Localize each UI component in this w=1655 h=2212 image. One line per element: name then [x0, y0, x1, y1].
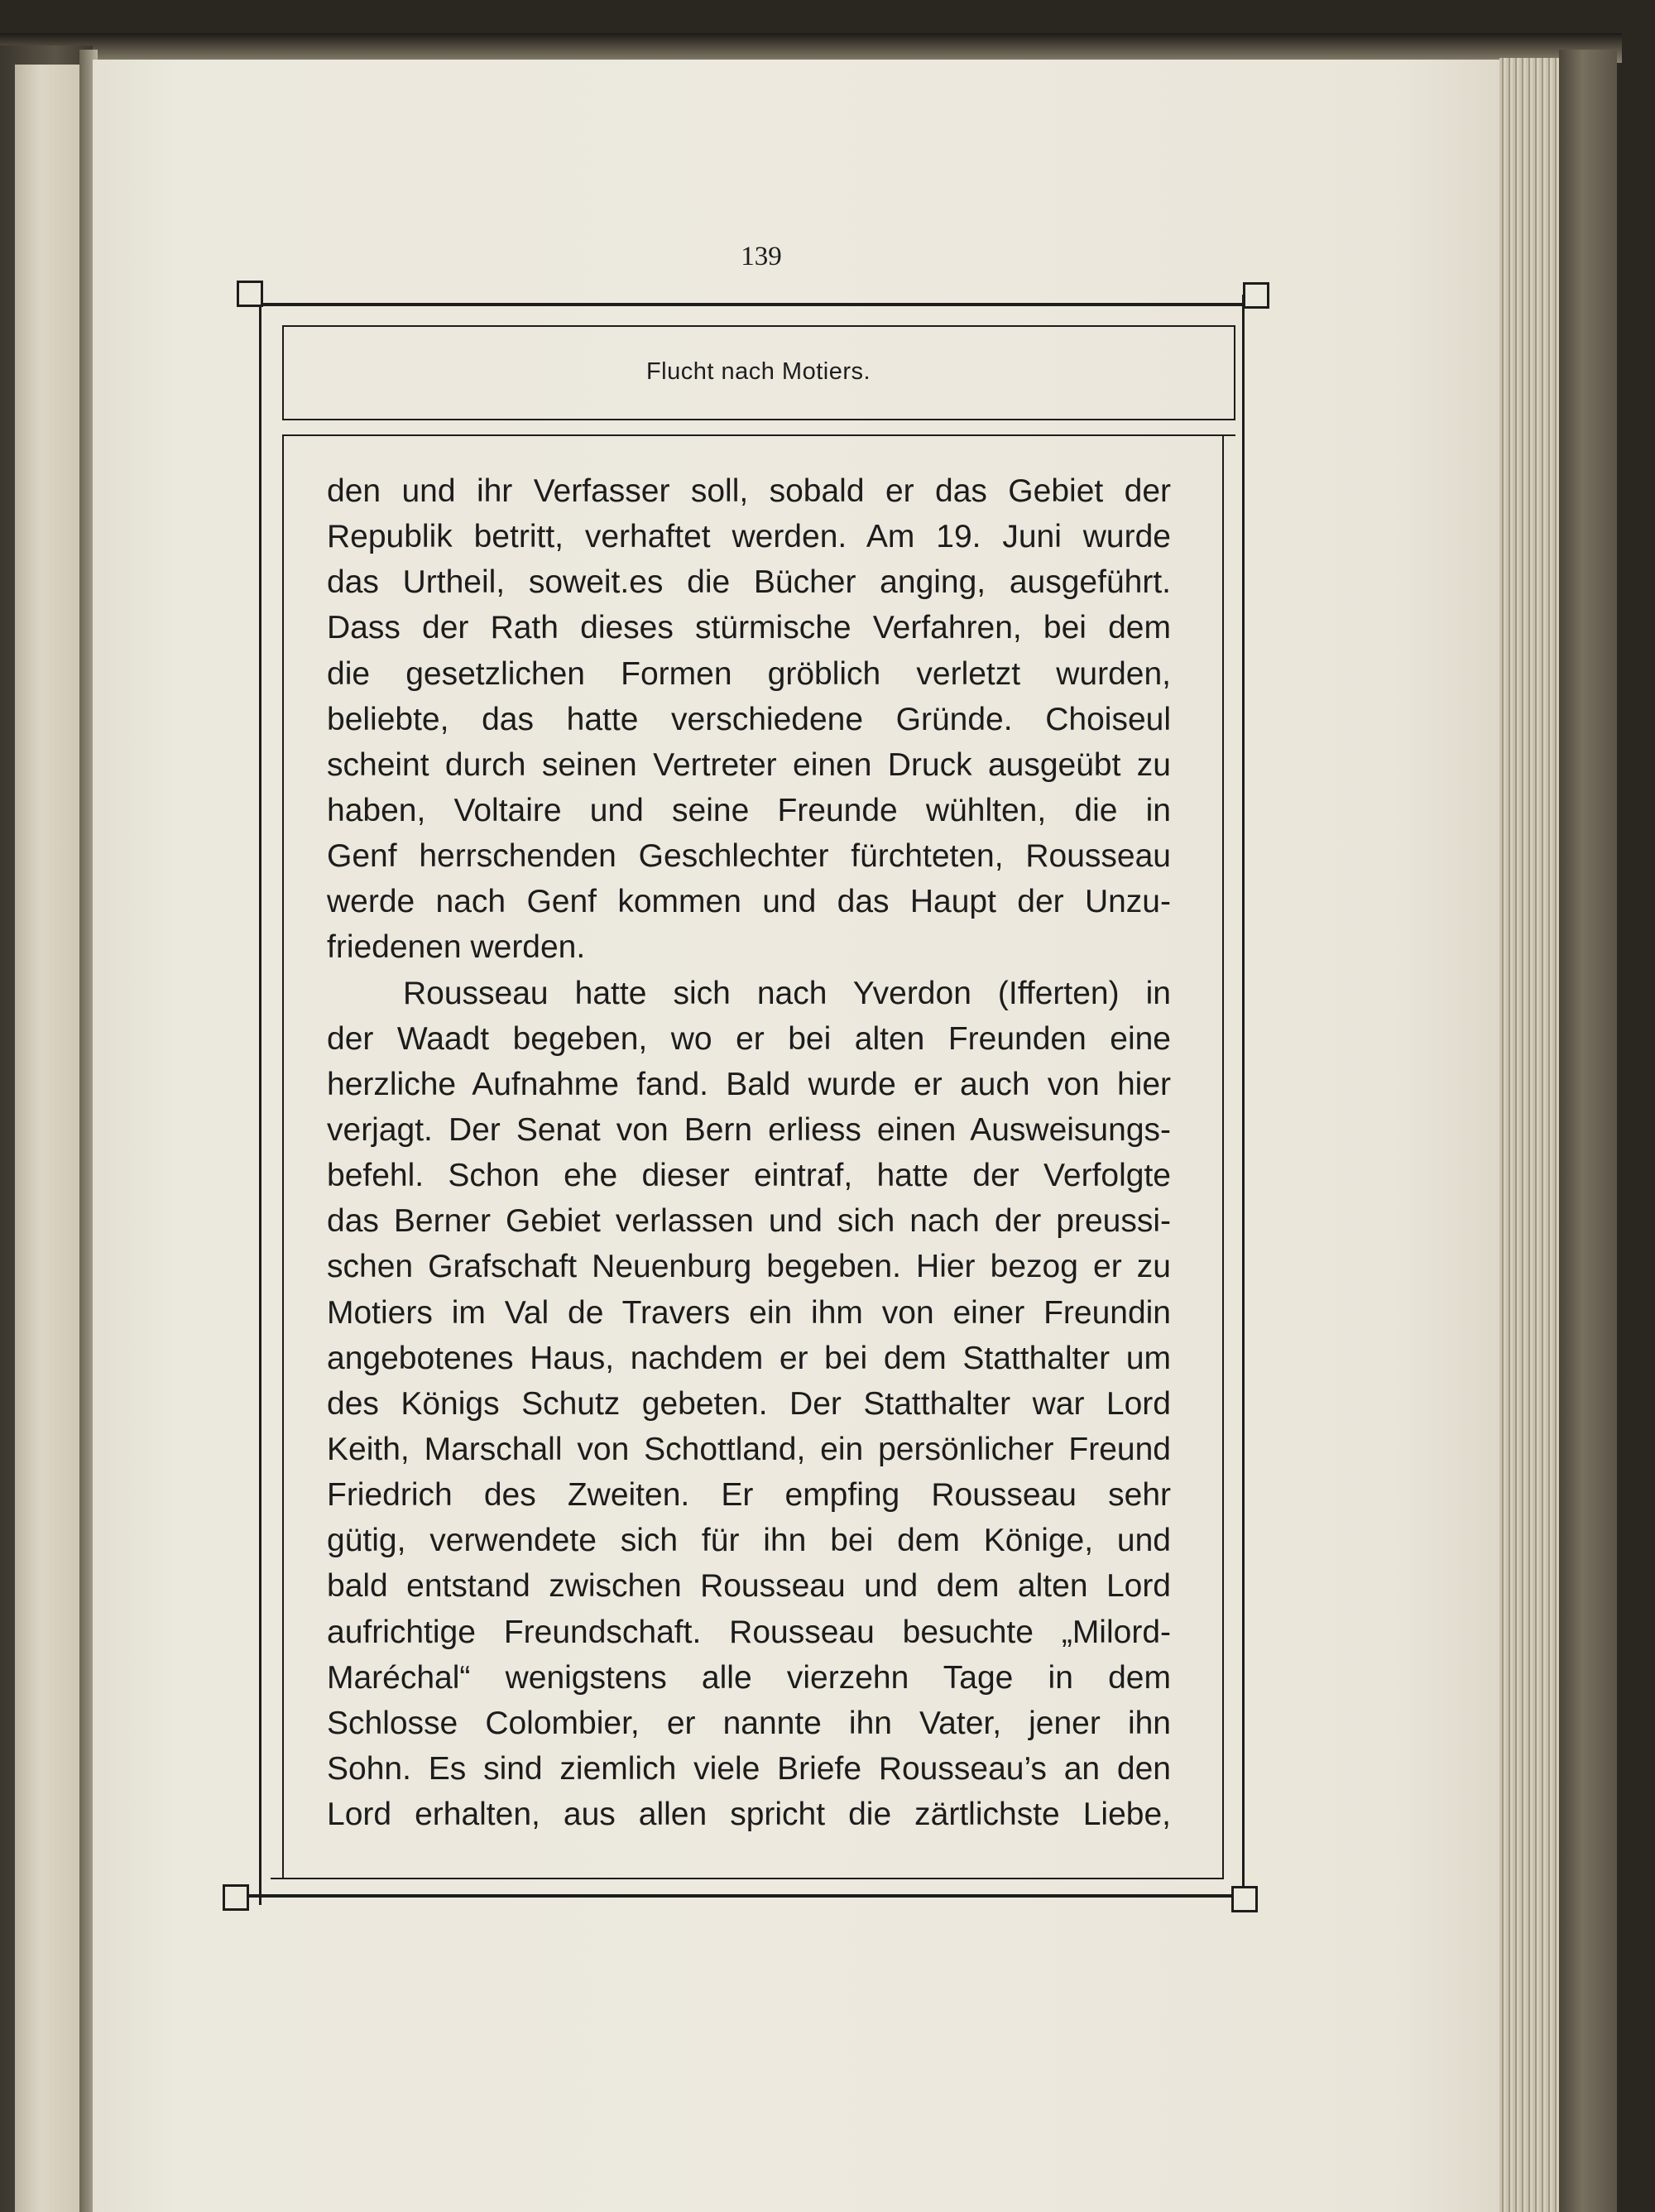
text-line: Sohn. Es sind ziemlich viele Briefe Rousseau’s an den: [327, 1750, 1171, 1787]
frame-top-rule: [248, 303, 1252, 306]
text-line: Motiers im Val de Travers ein ihm von einer Freundin: [327, 1294, 1171, 1331]
text-line: der Waadt begeben, wo er bei alten Freunden eine: [327, 1020, 1171, 1057]
text-line: Rousseau hatte sich nach Yverdon (Ifferten) in: [403, 975, 1171, 1011]
text-line: bald entstand zwischen Rousseau und dem alten Lord: [327, 1568, 1171, 1605]
text-line: herzliche Aufnahme fand. Bald wurde er auch von hier: [327, 1066, 1171, 1102]
text-line: gütig, verwendete sich für ihn bei dem Könige, und: [327, 1523, 1171, 1559]
page-edges: [1499, 58, 1559, 2212]
text-line: aufrichtige Freundschaft. Rousseau besuchte „Milord-: [327, 1614, 1171, 1650]
text-line: die gesetzlichen Formen gröblich verletzt wurden,: [327, 655, 1171, 692]
text-line: angebotenes Haus, nachdem er bei dem Statthalter um: [327, 1340, 1171, 1376]
text-line: beliebte, das hatte verschiedene Gründe. Choiseul: [327, 701, 1171, 737]
text-line: das Urtheil, soweit.es die Bücher anging, ausgeführt.: [327, 564, 1171, 601]
facing-page-edge: [15, 65, 79, 2212]
text-line: Genf herrschenden Geschlechter fürchteten, Rousseau: [327, 838, 1171, 875]
corner-ornament-bottom-right: [1231, 1886, 1258, 1912]
text-line: den und ihr Verfasser soll, sobald er das Gebiet der: [327, 473, 1171, 509]
text-box-left: [282, 434, 284, 1879]
text-line: scheint durch seinen Vertreter einen Druck ausgeübt zu: [327, 746, 1171, 783]
text-line: Friedrich des Zweiten. Er empfing Rousseau sehr: [327, 1477, 1171, 1514]
text-line: Keith, Marschall von Schottland, ein persönlicher Freund: [327, 1431, 1171, 1467]
text-line: schen Grafschaft Neuenburg begeben. Hier bezog er zu: [327, 1249, 1171, 1285]
corner-ornament-bottom-left: [223, 1884, 249, 1911]
text-line: verjagt. Der Senat von Bern erliess einen Ausweisungs-: [327, 1111, 1171, 1148]
page-number: 139: [741, 242, 782, 271]
text-line: Lord erhalten, aus allen spricht die zärtlichste Liebe,: [327, 1797, 1171, 1833]
text-line: friedenen werden.: [327, 929, 586, 966]
corner-ornament-top-left: [237, 281, 263, 307]
text-line: Maréchal“ wenigstens alle vierzehn Tage in dem: [327, 1659, 1171, 1696]
corner-ornament-top-right: [1243, 282, 1269, 309]
text-line: befehl. Schon ehe dieser eintraf, hatte der Verfolgte: [327, 1158, 1171, 1194]
frame-bottom-rule: [235, 1894, 1240, 1898]
text-line: des Königs Schutz gebeten. Der Statthalter war Lord: [327, 1385, 1171, 1422]
head-box-bottom: [282, 419, 1235, 420]
text-line: haben, Voltaire und seine Freunde wühlten, die in: [327, 792, 1171, 828]
text-line: Dass der Rath dieses stürmische Verfahren, bei dem: [327, 610, 1171, 646]
frame-right-rule: [1242, 295, 1245, 1907]
text-box-top: [282, 434, 1235, 436]
book-cover-right: [1559, 50, 1617, 2212]
text-line: Republik betritt, verhaftet werden. Am 19. Juni wurde: [327, 519, 1171, 555]
text-line: werde nach Genf kommen und das Haupt der Unzu-: [327, 884, 1171, 920]
running-head: Flucht nach Motiers.: [645, 358, 871, 385]
body-text: [327, 468, 1171, 1837]
head-box-right: [1234, 325, 1235, 420]
book-cover-top: [0, 33, 1622, 63]
head-box-top: [282, 325, 1235, 327]
text-box-right: [1222, 434, 1224, 1879]
text-box-bottom: [271, 1878, 1224, 1879]
text-line: Schlosse Colombier, er nannte ihn Vater, jener ihn: [327, 1705, 1171, 1741]
text-line: das Berner Gebiet verlassen und sich nach der preussi-: [327, 1203, 1171, 1240]
frame-left-rule: [259, 293, 261, 1905]
